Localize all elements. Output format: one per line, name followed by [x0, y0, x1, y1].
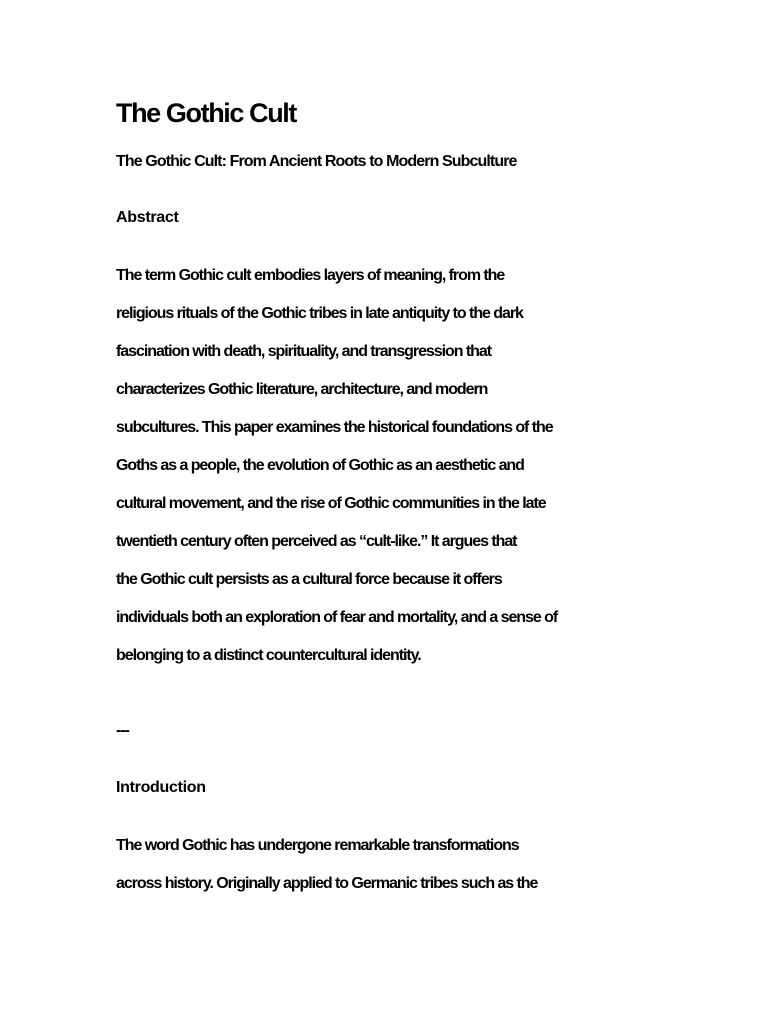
page-title: The Gothic Cult: [116, 98, 296, 128]
paragraph-line: The word Gothic has undergone remarkable transformations: [116, 837, 519, 854]
paragraph-line: Goths as a people, the evolution of Gothic as an aesthetic and: [116, 457, 524, 474]
paragraph-line: fascination with death, spirituality, and transgression that: [116, 343, 491, 360]
paragraph-line: the Gothic cult persists as a cultural force because it offers: [116, 571, 502, 588]
section-divider: ---: [116, 722, 129, 739]
abstract-paragraph: [116, 266, 656, 684]
abstract-heading: Abstract: [116, 209, 179, 226]
document-subtitle: The Gothic Cult: From Ancient Roots to Modern Subculture: [116, 153, 517, 170]
introduction-paragraph: [116, 836, 656, 912]
paragraph-line: subcultures. This paper examines the historical foundations of the: [116, 419, 553, 436]
paragraph-line: across history. Originally applied to Germanic tribes such as the: [116, 875, 538, 892]
paragraph-line: religious rituals of the Gothic tribes in late antiquity to the dark: [116, 305, 523, 322]
paragraph-line: The term Gothic cult embodies layers of meaning, from the: [116, 267, 505, 284]
paragraph-line: belonging to a distinct countercultural identity.: [116, 647, 421, 664]
paragraph-line: twentieth century often perceived as “cult-like.” It argues that: [116, 533, 517, 550]
paragraph-line: cultural movement, and the rise of Gothic communities in the late: [116, 495, 546, 512]
paragraph-line: individuals both an exploration of fear and mortality, and a sense of: [116, 609, 558, 626]
paragraph-line: characterizes Gothic literature, architecture, and modern: [116, 381, 488, 398]
introduction-heading: Introduction: [116, 779, 206, 796]
